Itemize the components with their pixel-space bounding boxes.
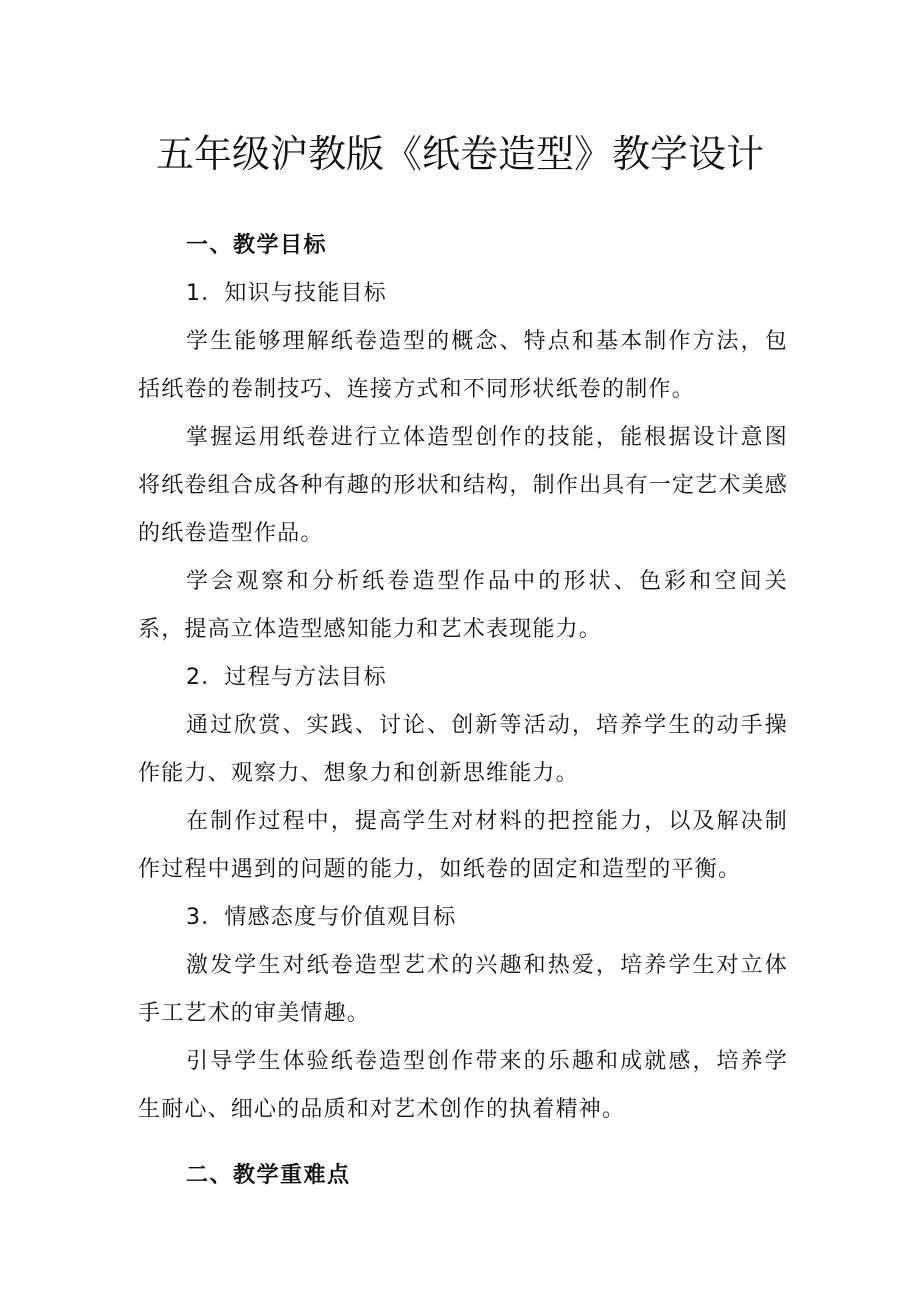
- paragraph: 掌握运用纸卷进行立体造型创作的技能，能根据设计意图将纸卷组合成各种有趣的形状和结构，制作出具有一定艺术美感的纸卷造型作品。: [138, 425, 788, 546]
- paragraph: 通过欣赏、实践、讨论、创新等活动，培养学生的动手操作能力、观察力、想象力和创新思维能力。: [138, 713, 788, 786]
- paragraph: 激发学生对纸卷造型艺术的兴趣和热爱，培养学生对立体手工艺术的审美情趣。: [138, 953, 788, 1026]
- subheading-knowledge-skills: 1．知识与技能目标: [186, 281, 387, 306]
- paragraph: 学生能够理解纸卷造型的概念、特点和基本制作方法，包括纸卷的卷制技巧、连接方式和不同形状纸卷的制作。: [138, 329, 788, 402]
- section-heading-teaching-objectives: 一、教学目标: [186, 233, 328, 258]
- paragraph: 在制作过程中，提高学生对材料的把控能力，以及解决制作过程中遇到的问题的能力，如纸卷的固定和造型的平衡。: [138, 809, 788, 882]
- subheading-emotion-values: 3．情感态度与价值观目标: [186, 905, 457, 930]
- paragraph: 学会观察和分析纸卷造型作品中的形状、色彩和空间关系，提高立体造型感知能力和艺术表现能力。: [138, 569, 788, 642]
- section-heading-key-difficulties: 二、教学重难点: [186, 1163, 351, 1188]
- paragraph: 引导学生体验纸卷造型创作带来的乐趣和成就感，培养学生耐心、细心的品质和对艺术创作的执着精神。: [138, 1049, 788, 1122]
- document-body: [138, 222, 788, 1200]
- document-title: 五年级沪教版《纸卷造型》教学设计: [155, 132, 764, 176]
- subheading-process-method: 2．过程与方法目标: [186, 665, 387, 690]
